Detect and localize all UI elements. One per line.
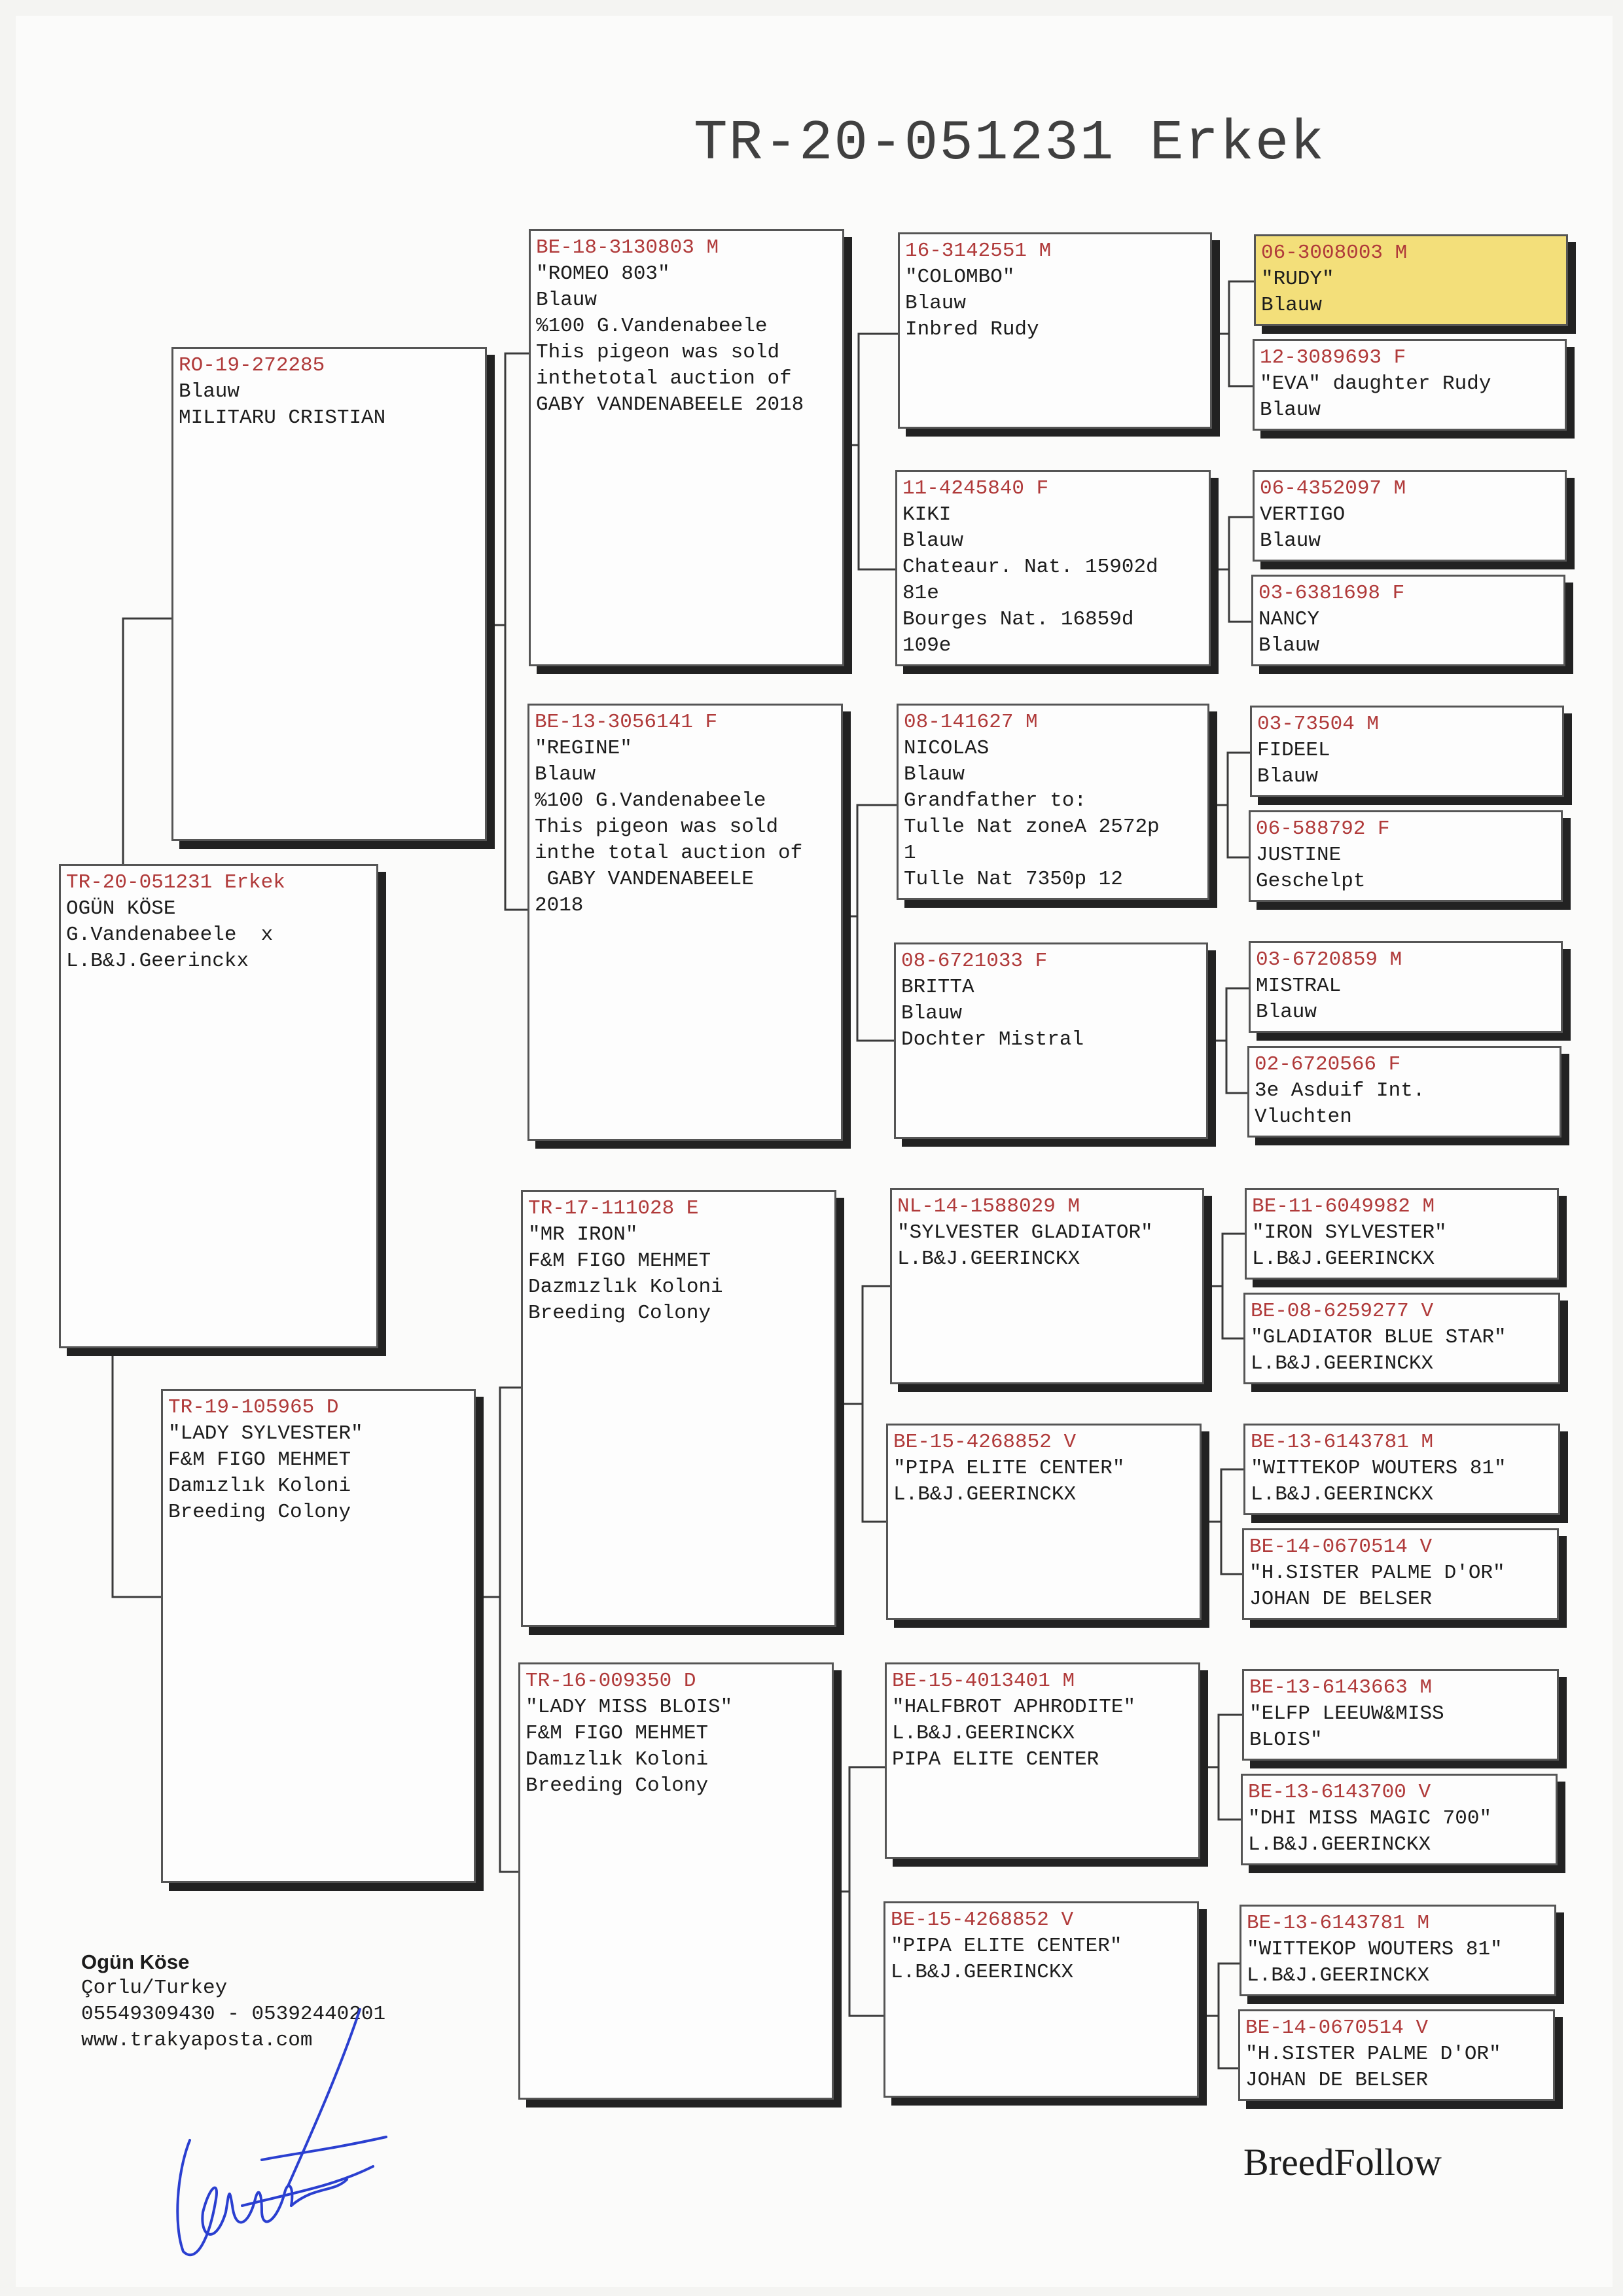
pedigree-box-dam-dam: [518, 1662, 834, 2100]
pigeon-detail: 1: [904, 842, 916, 865]
ring-number: 03-73504 M: [1257, 713, 1380, 736]
pigeon-detail: "DHI MISS MAGIC 700": [1248, 1807, 1492, 1830]
pigeon-detail: JUSTINE: [1256, 844, 1342, 867]
pigeon-detail: L.B&J.GEERINCKX: [1251, 1483, 1434, 1506]
pigeon-detail: This pigeon was sold: [536, 341, 780, 364]
pigeon-detail: Blauw: [904, 763, 965, 786]
pigeon-detail: inthe total auction of: [535, 842, 803, 865]
pigeon-detail: F&M FIGO MEHMET: [168, 1448, 351, 1471]
pigeon-detail: 109e: [902, 634, 952, 657]
signature-icon: [164, 1990, 412, 2271]
pigeon-detail: Bourges Nat. 16859d: [902, 608, 1134, 631]
pigeon-detail: Breeding Colony: [528, 1302, 711, 1325]
brand-logo: BreedFollow: [1243, 2141, 1442, 2183]
pedigree-box-gen4-16: [1238, 2009, 1555, 2101]
pigeon-detail: Damızlık Koloni: [168, 1475, 351, 1498]
pedigree-box-gen4-8: [1247, 1046, 1561, 1138]
ring-number: 11-4245840 F: [902, 477, 1049, 500]
ring-number: 08-6721033 F: [901, 950, 1048, 973]
pedigree-box-gen3-6: [886, 1424, 1202, 1620]
pedigree-box-dam-sire: [521, 1190, 836, 1627]
pedigree-box-gen4-11: [1243, 1424, 1560, 1515]
pigeon-detail: Damızlık Koloni: [526, 1748, 709, 1771]
pigeon-detail: Blauw: [1261, 294, 1323, 317]
ring-number: BE-08-6259277 V: [1251, 1300, 1434, 1323]
pigeon-detail: "ELFP LEEUW&MISS: [1249, 1702, 1444, 1725]
pigeon-detail: "MR IRON": [528, 1223, 638, 1246]
pigeon-detail: "IRON SYLVESTER": [1252, 1221, 1447, 1244]
pigeon-detail: BLOIS": [1249, 1729, 1323, 1751]
pigeon-detail: "COLOMBO": [905, 266, 1015, 289]
ring-number: BE-11-6049982 M: [1252, 1195, 1435, 1218]
pigeon-detail: NANCY: [1258, 608, 1320, 631]
pigeon-detail: F&M FIGO MEHMET: [526, 1722, 709, 1745]
ring-number: BE-15-4013401 M: [892, 1670, 1075, 1693]
ring-number: RO-19-272285: [179, 354, 325, 377]
pedigree-box-dam: [161, 1389, 476, 1883]
pigeon-detail: "LADY MISS BLOIS": [526, 1696, 733, 1719]
pedigree-box-gen4-10: [1243, 1293, 1560, 1384]
pedigree-box-gen3-8: [883, 1901, 1199, 2098]
pigeon-detail: Dazmızlık Koloni: [528, 1276, 723, 1299]
pigeon-detail: VERTIGO: [1260, 503, 1346, 526]
pedigree-box-sire: [171, 347, 487, 841]
pigeon-detail: L.B&J.GEERINCKX: [893, 1483, 1077, 1506]
ring-number: BE-13-3056141 F: [535, 711, 718, 734]
pedigree-box-gen4-2: [1253, 339, 1567, 431]
pigeon-detail: inthetotal auction of: [536, 367, 792, 390]
pigeon-detail: "REGINE": [535, 737, 632, 760]
ring-number: BE-13-6143700 V: [1248, 1781, 1431, 1804]
pigeon-detail: "H.SISTER PALME D'OR": [1245, 2043, 1501, 2066]
pigeon-detail: L.B&J.GEERINCKX: [897, 1247, 1080, 1270]
ring-number: 16-3142551 M: [905, 240, 1052, 262]
pigeon-detail: L.B&J.GEERINCKX: [891, 1961, 1074, 1984]
pigeon-detail: Tulle Nat 7350p 12: [904, 868, 1123, 891]
pigeon-detail: MILITARU CRISTIAN: [179, 406, 386, 429]
ring-number: BE-18-3130803 M: [536, 236, 719, 259]
pigeon-detail: Blauw: [905, 292, 967, 315]
pigeon-detail: Blauw: [1257, 765, 1319, 788]
pigeon-detail: Blauw: [902, 529, 964, 552]
ring-number: BE-13-6143781 M: [1247, 1912, 1430, 1935]
pedigree-box-gen4-3: [1253, 470, 1567, 562]
ring-number: TR-20-051231 Erkek: [66, 871, 285, 894]
pedigree-box-gen4-9: [1245, 1188, 1559, 1280]
ring-number: BE-13-6143663 M: [1249, 1676, 1433, 1699]
pedigree-box-gen4-4: [1251, 575, 1565, 666]
pigeon-detail: KIKI: [902, 503, 952, 526]
ring-number: BE-15-4268852 V: [891, 1909, 1074, 1931]
pigeon-detail: JOHAN DE BELSER: [1245, 2069, 1429, 2092]
ring-number: BE-14-0670514 V: [1249, 1535, 1433, 1558]
pigeon-detail: Geschelpt: [1256, 870, 1366, 893]
pigeon-detail: BRITTA: [901, 976, 974, 999]
pigeon-detail: 3e Asduif Int.: [1255, 1079, 1425, 1102]
pigeon-detail: %100 G.Vandenabeele: [536, 315, 768, 338]
page-title: TR-20-051231 Erkek: [694, 111, 1325, 175]
pigeon-detail: "HALFBROT APHRODITE": [892, 1696, 1136, 1719]
pigeon-detail: PIPA ELITE CENTER: [892, 1748, 1099, 1771]
pigeon-detail: Blauw: [1260, 529, 1321, 552]
breeder-name: Ogün Köse: [81, 1950, 190, 1973]
pedigree-box-sire-sire: [529, 229, 844, 666]
pigeon-detail: "WITTEKOP WOUTERS 81": [1251, 1457, 1507, 1480]
pigeon-detail: "EVA" daughter Rudy: [1260, 372, 1491, 395]
pigeon-detail: OGÜN KÖSE: [66, 897, 176, 920]
pedigree-box-gen4-13: [1242, 1669, 1559, 1761]
pigeon-detail: This pigeon was sold: [535, 816, 779, 838]
ring-number: 03-6720859 M: [1256, 948, 1402, 971]
pedigree-box-gen4-15: [1240, 1905, 1556, 1996]
pigeon-detail: Inbred Rudy: [905, 318, 1039, 341]
pigeon-detail: L.B&J.GEERINCKX: [1251, 1352, 1434, 1375]
pigeon-detail: Tulle Nat zoneA 2572p: [904, 816, 1160, 838]
pigeon-detail: 81e: [902, 582, 939, 605]
ring-number: BE-13-6143781 M: [1251, 1431, 1434, 1454]
pigeon-detail: Blauw: [535, 763, 596, 786]
pigeon-detail: L.B&J.GEERINCKX: [892, 1722, 1075, 1745]
pigeon-detail: %100 G.Vandenabeele: [535, 789, 766, 812]
pigeon-detail: G.Vandenabeele x: [66, 924, 274, 946]
pigeon-detail: Blauw: [1258, 634, 1320, 657]
pigeon-detail: 2018: [535, 894, 584, 917]
ring-number: 06-588792 F: [1256, 817, 1390, 840]
pigeon-detail: JOHAN DE BELSER: [1249, 1588, 1433, 1611]
pigeon-detail: "H.SISTER PALME D'OR": [1249, 1562, 1505, 1585]
ring-number: 06-4352097 M: [1260, 477, 1406, 500]
pedigree-box-gen3-2: [895, 470, 1211, 666]
pedigree-box-gen4-14: [1241, 1774, 1558, 1865]
pigeon-detail: "WITTEKOP WOUTERS 81": [1247, 1938, 1503, 1961]
pedigree-box-gen3-7: [885, 1662, 1200, 1859]
pigeon-detail: "PIPA ELITE CENTER": [893, 1457, 1125, 1480]
pedigree-box-subject: [59, 864, 378, 1348]
pigeon-detail: "SYLVESTER GLADIATOR": [897, 1221, 1153, 1244]
pigeon-detail: Blauw: [1260, 399, 1321, 422]
pigeon-detail: GABY VANDENABEELE: [535, 868, 754, 891]
pigeon-detail: L.B&J.GEERINCKX: [1252, 1247, 1435, 1270]
pigeon-detail: Blauw: [901, 1002, 963, 1025]
pedigree-box-gen4-7: [1249, 941, 1563, 1033]
pedigree-box-gen4-12: [1242, 1528, 1559, 1620]
pigeon-detail: "RUDY": [1261, 268, 1334, 291]
pedigree-box-gen4-6: [1249, 810, 1563, 902]
pigeon-detail: F&M FIGO MEHMET: [528, 1249, 711, 1272]
pigeon-detail: Vluchten: [1255, 1105, 1352, 1128]
ring-number: BE-14-0670514 V: [1245, 2017, 1429, 2039]
pedigree-box-gen4-5: [1250, 706, 1564, 797]
pigeon-detail: L.B&J.Geerinckx: [66, 950, 249, 973]
ring-number: 03-6381698 F: [1258, 582, 1405, 605]
ring-number: NL-14-1588029 M: [897, 1195, 1080, 1218]
ring-number: TR-16-009350 D: [526, 1670, 696, 1693]
breeder-city: Çorlu/Turkey: [81, 1977, 228, 2000]
pigeon-detail: "LADY SYLVESTER": [168, 1422, 363, 1445]
pedigree-box-gen3-4: [894, 942, 1208, 1139]
pigeon-detail: L.B&J.GEERINCKX: [1247, 1964, 1430, 1987]
pigeon-detail: Breeding Colony: [168, 1501, 351, 1524]
pigeon-detail: Grandfather to:: [904, 789, 1087, 812]
breeder-phone: 05549309430 - 05392440201: [81, 2003, 386, 2026]
ring-number: TR-17-111028 E: [528, 1197, 699, 1220]
pedigree-box-gen3-3: [897, 704, 1209, 900]
pigeon-detail: NICOLAS: [904, 737, 990, 760]
pigeon-detail: "ROMEO 803": [536, 262, 670, 285]
pigeon-detail: Blauw: [179, 380, 240, 403]
pedigree-box-gen3-5: [890, 1188, 1204, 1384]
pigeon-detail: Chateaur. Nat. 15902d: [902, 556, 1158, 579]
pigeon-detail: Blauw: [536, 289, 597, 312]
breeder-website[interactable]: www.trakyaposta.com: [81, 2029, 313, 2052]
pedigree-box-sire-dam: [527, 704, 843, 1141]
pigeon-detail: MISTRAL: [1256, 975, 1342, 997]
pigeon-detail: FIDEEL: [1257, 739, 1330, 762]
pigeon-detail: Blauw: [1256, 1001, 1317, 1024]
ring-number: 06-3008003 M: [1261, 242, 1408, 264]
ring-number: 12-3089693 F: [1260, 346, 1406, 369]
pedigree-box-gen3-1: [898, 232, 1212, 429]
pedigree-box-gen4-1: [1254, 234, 1568, 326]
pigeon-detail: Breeding Colony: [526, 1774, 709, 1797]
pigeon-detail: "GLADIATOR BLUE STAR": [1251, 1326, 1507, 1349]
pigeon-detail: GABY VANDENABEELE 2018: [536, 393, 804, 416]
ring-number: TR-19-105965 D: [168, 1396, 339, 1419]
ring-number: 02-6720566 F: [1255, 1053, 1401, 1076]
pigeon-detail: "PIPA ELITE CENTER": [891, 1935, 1122, 1958]
pigeon-detail: Dochter Mistral: [901, 1028, 1084, 1051]
ring-number: 08-141627 M: [904, 711, 1038, 734]
pigeon-detail: L.B&J.GEERINCKX: [1248, 1833, 1431, 1856]
ring-number: BE-15-4268852 V: [893, 1431, 1077, 1454]
